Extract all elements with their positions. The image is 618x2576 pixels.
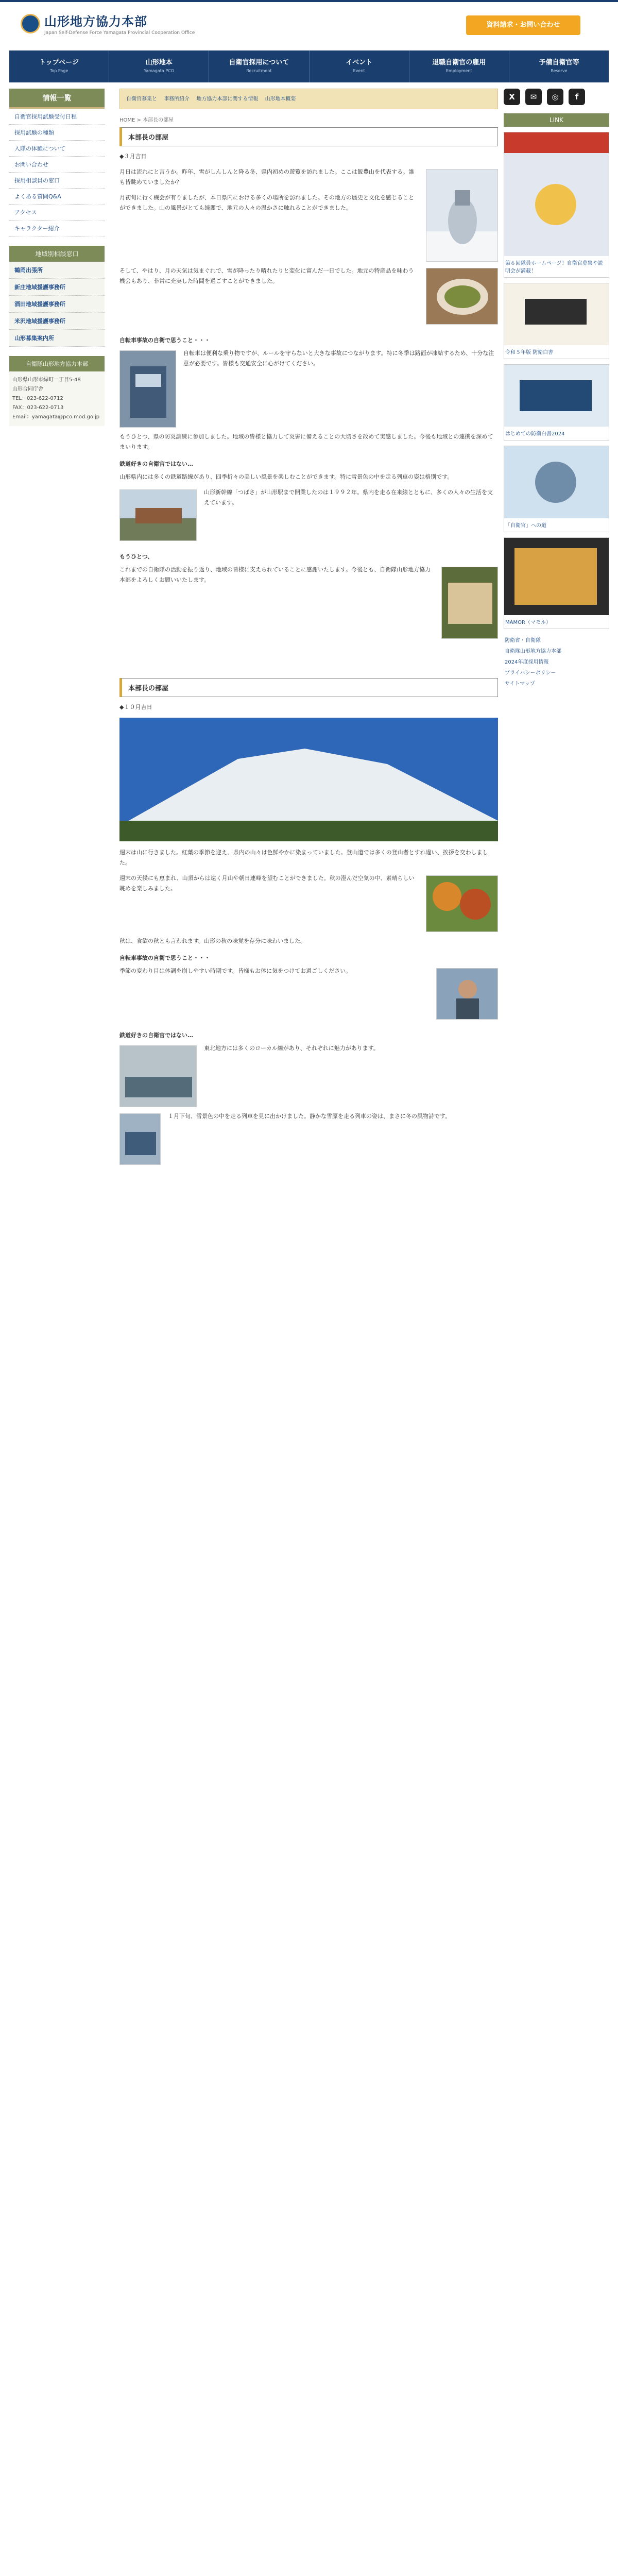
- section-paragraph: 季節の変わり目は体調を崩しやすい時期です。皆様もお体に気をつけてお過ごしください。: [119, 968, 352, 974]
- site-logo[interactable]: [21, 11, 195, 36]
- section-paragraph: 山形県内には多くの鉄道路線があり、四季折々の美しい風景を楽しむことができます。特に雪景色の中を走る列車の姿は格別です。: [119, 473, 453, 480]
- section-date: ◆３月吉日: [119, 153, 147, 160]
- emblem-icon: [21, 14, 40, 33]
- nav-event[interactable]: イベント Event: [310, 50, 409, 82]
- office-info: [9, 371, 105, 426]
- road-image: [504, 446, 609, 518]
- sidebar-link[interactable]: お問い合わせ: [9, 157, 105, 173]
- sidebar-links: [9, 109, 105, 236]
- autumn-photo: [426, 875, 498, 932]
- sidebar-link[interactable]: よくある質問Q&A: [9, 189, 105, 205]
- office-fax: FAX：023-622-0713: [12, 405, 64, 411]
- mamor-banner[interactable]: [504, 537, 609, 629]
- mamor-image: [504, 538, 609, 615]
- train-poster-photo: [441, 567, 498, 639]
- right-sidebar: [504, 89, 609, 688]
- section-paragraph: 自転車は便利な乗り物ですが、ルールを守らないと大きな事故につながります。特に冬季は路面が凍結するため、十分な注意が必要です。皆様も交通安全に心がけてください。: [183, 350, 494, 367]
- banner-caption[interactable]: 令和５年版 防衛白書: [505, 350, 554, 355]
- region-link[interactable]: 山形募集案内所: [9, 330, 105, 347]
- nav-top[interactable]: トップページ Top Page: [9, 50, 109, 82]
- small-link[interactable]: 防衛省・自衛隊: [505, 638, 541, 643]
- office-tel: TEL：023-622-0712: [12, 396, 63, 401]
- section-subheading: 自転車事故の自衛で思うこと・・・: [119, 955, 210, 961]
- section-paragraph: 月初旬に行く機会が有りましたが、本日県内における多くの場所を訪れました。その地方の歴史と文化を感じることができました。山の風景がとても綺麗で、地元の人々の温かさに触れることができました。: [119, 194, 414, 211]
- section-paragraph: そして、やはり、月の天気は気まぐれで、雪が降ったり晴れたりと変化に富んだ一日でした。地元の特産品を味わう機会もあり、非常に充実した時間を過ごすことができました。: [119, 267, 414, 284]
- section-date: ◆１０月吉日: [119, 704, 152, 710]
- sidebar-link[interactable]: キャラクター紹介: [9, 221, 105, 236]
- section-subheading: 自転車事故の自衛で思うこと・・・: [119, 337, 210, 344]
- sidebar-link[interactable]: 自衛官採用試験受付日程: [9, 109, 105, 125]
- person-photo: [436, 968, 498, 1020]
- banner-caption[interactable]: はじめての防衛白書2024: [505, 431, 565, 437]
- banner-caption[interactable]: 第６回隊員ホームページ！自衛官募集や説明会が満載！: [505, 261, 603, 274]
- breadcrumb-link[interactable]: 山形地本概要: [265, 96, 296, 102]
- small-links: [504, 634, 609, 688]
- section-subheading: もうひとつ、: [119, 553, 153, 560]
- section-paragraph: 週末は山に行きました。紅葉の季節を迎え、県内の山々は色鮮やかに染まっていました。登山道では多くの登山者とすれ違い、挨拶を交わしました。: [119, 849, 488, 866]
- section-subheading: 鉄道好きの自衛官ではない…: [119, 461, 193, 467]
- small-link[interactable]: プライバシーポリシー: [505, 670, 556, 676]
- x-icon[interactable]: X: [504, 89, 520, 105]
- recruit-banner-image: [504, 132, 609, 256]
- sns-links: [504, 89, 609, 105]
- nav-reserve[interactable]: 予備自衛官等 Reserve: [539, 59, 579, 73]
- section-paragraph: もうひとつ、県の防災訓練に参加しました。地域の皆様と協力して災害に備えることの大切さを改めて実感しました。今後も地域との連携を深めてまいります。: [119, 433, 493, 450]
- nav-yamagata[interactable]: 山形地本 Yamagata PCO: [109, 50, 209, 82]
- sidebar-link[interactable]: 採用試験の種類: [9, 125, 105, 141]
- office-address: 山形県山形市緑町一丁目5-48: [12, 377, 81, 383]
- office-heading: 自衛隊山形地方協力本部: [9, 356, 105, 371]
- rail-photo: [119, 1045, 197, 1107]
- recruit-banner[interactable]: [504, 132, 609, 278]
- link-heading: LINK: [504, 113, 609, 127]
- banner-caption[interactable]: 「自衛官」への道: [505, 523, 546, 529]
- instagram-icon[interactable]: ◎: [547, 89, 563, 105]
- small-link[interactable]: 2024年度採用情報: [505, 659, 549, 665]
- region-links: [9, 262, 105, 347]
- global-nav: [9, 50, 609, 82]
- breadcrumb: [119, 89, 498, 109]
- facebook-icon[interactable]: f: [569, 89, 585, 105]
- site-subtitle: Japan Self-Defense Force Yamagata Provincial Cooperation Office: [44, 30, 195, 36]
- section-paragraph: 月日は流れにと言うか。昨年、雪がしんしんと降る冬、県内初めの遊覧を訪れました。ここは飯豊山を代表する。誰も皆眺めていましたか？: [119, 168, 414, 185]
- region-link[interactable]: 新庄地域援護事務所: [9, 279, 105, 296]
- defense-image: [504, 365, 609, 427]
- section-subheading: 鉄道好きの自衛官ではない…: [119, 1032, 193, 1039]
- section-paragraph: これまでの自衛隊の活動を振り返り、地域の皆様に支えられていることに感謝いたします。今後とも、自衛隊山形地方協力本部をよろしくお願いいたします。: [119, 566, 431, 583]
- region-heading: 地域別相談窓口: [9, 246, 105, 262]
- breadcrumb-link[interactable]: 地方協力本部に関する情報: [196, 96, 259, 102]
- region-link[interactable]: 鶴岡出張所: [9, 262, 105, 279]
- nav-employment[interactable]: 退職自衛官の雇用 Employment: [409, 50, 509, 82]
- office-building: 山形合同庁舎: [12, 386, 43, 392]
- section-paragraph: 東北地方には多くのローカル線があり、それぞれに魅力があります。: [204, 1045, 379, 1052]
- contact-button[interactable]: 資料請求・お問い合わせ: [466, 15, 580, 35]
- section-title: 本部長の部屋: [119, 127, 498, 146]
- section-paragraph: １月下旬、雪景色の中を走る列車を見に出かけました。静かな雪原を走る列車の姿は、まさに冬の風物詩です。: [168, 1113, 451, 1120]
- whitepaper-banner[interactable]: [504, 283, 609, 359]
- section-paragraph: 週末の天候にも恵まれ、山頂からは遠く月山や朝日連峰を望むことができました。秋の澄んだ空気の中、素晴らしい眺めを楽しみました。: [119, 875, 415, 892]
- section-title: 本部長の部屋: [119, 678, 498, 697]
- office-email[interactable]: Email：yamagata@pco.mod.go.jp: [12, 414, 100, 420]
- train-photo: [119, 350, 176, 428]
- snow-statue-photo: [426, 169, 498, 262]
- site-header: [0, 0, 618, 46]
- station-photo: [119, 489, 197, 541]
- nav-recruit[interactable]: 自衛官採用について Recruitment: [209, 50, 309, 82]
- site-title: 山形地方協力本部: [44, 14, 147, 29]
- sidebar-heading: 情報一覧: [9, 89, 105, 109]
- whitepaper-image: [504, 283, 609, 345]
- defense-banner[interactable]: [504, 364, 609, 440]
- main-content: [119, 89, 498, 1169]
- road-banner[interactable]: [504, 446, 609, 532]
- breadcrumb-link[interactable]: 自衛官募集と: [126, 96, 157, 102]
- sidebar-link[interactable]: 入隊の体験について: [9, 141, 105, 157]
- breadcrumb-link[interactable]: 事務所紹介: [164, 96, 190, 102]
- section-paragraph: 山形新幹線「つばさ」が山形駅まで開業したのは１９９２年。県内を走る在来線とともに、多くの人々の生活を支えています。: [204, 489, 493, 506]
- left-sidebar: [9, 89, 105, 426]
- mountain-photo: [119, 718, 498, 841]
- mail-icon[interactable]: ✉: [525, 89, 542, 105]
- page-path: HOME > 本部長の部屋: [119, 117, 174, 123]
- section-paragraph: 秋は、食欲の秋とも言われます。山形の秋の味覚を存分に味わいました。: [119, 938, 306, 944]
- region-link[interactable]: 米沢地域援護事務所: [9, 313, 105, 330]
- food-photo: [426, 268, 498, 325]
- sidebar-link[interactable]: 採用相談員の窓口: [9, 173, 105, 189]
- region-link[interactable]: 酒田地域援護事務所: [9, 296, 105, 313]
- banner-caption[interactable]: MAMOR（マモル）: [505, 620, 551, 625]
- snow-train-photo: [119, 1113, 161, 1165]
- small-link[interactable]: サイトマップ: [505, 681, 535, 687]
- sidebar-link[interactable]: アクセス: [9, 205, 105, 221]
- small-link[interactable]: 自衛隊山形地方協力本部: [505, 649, 561, 654]
